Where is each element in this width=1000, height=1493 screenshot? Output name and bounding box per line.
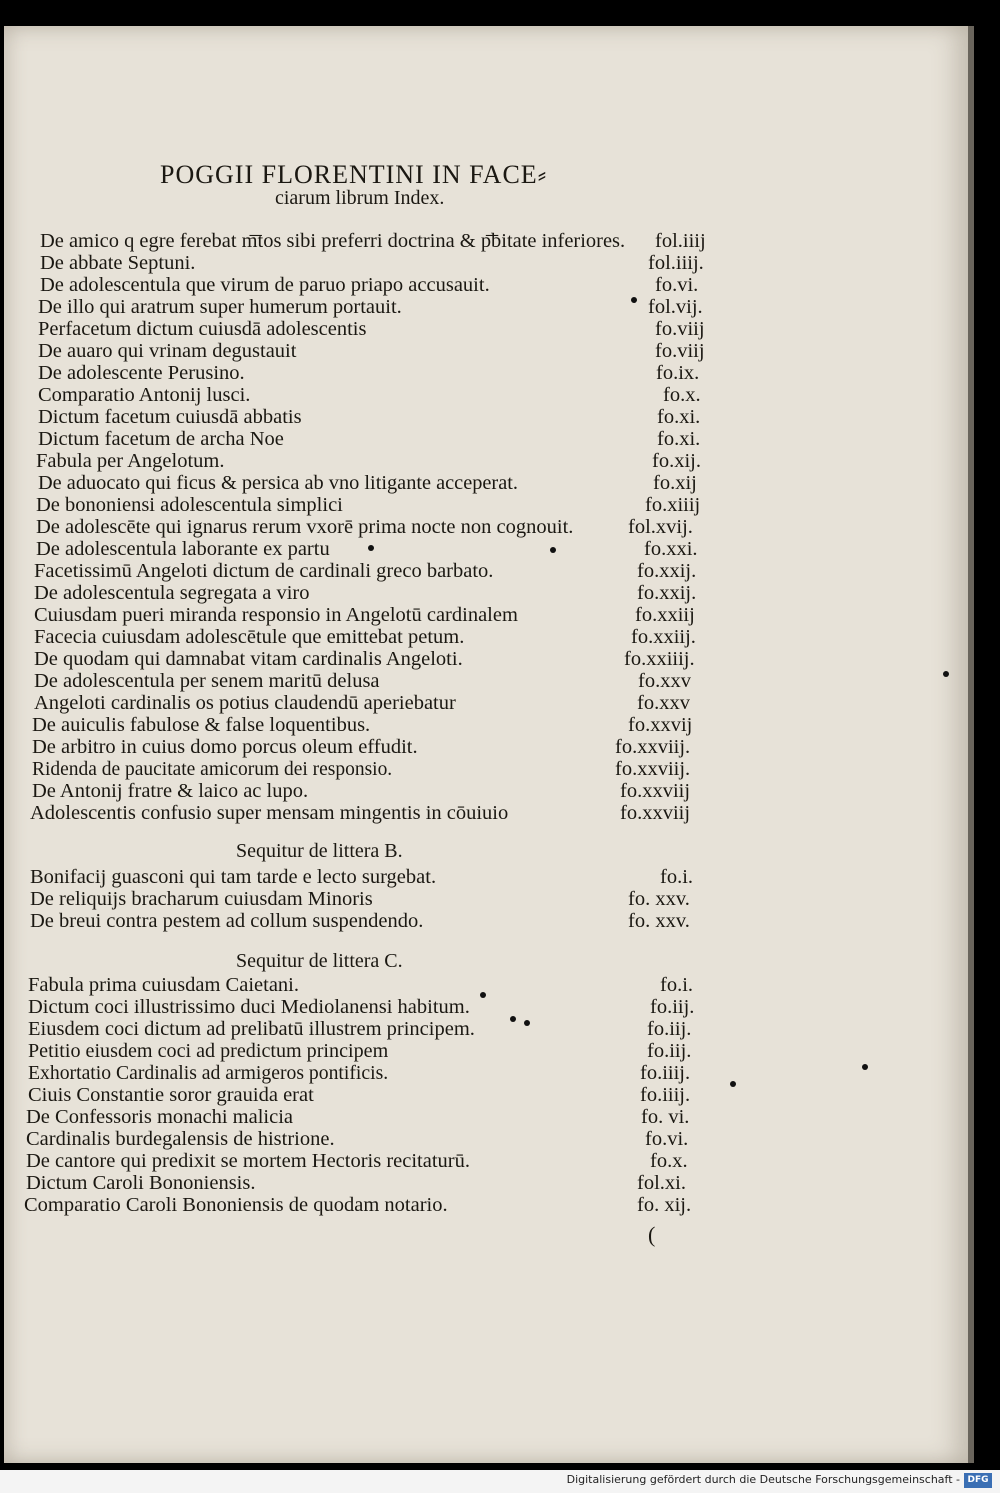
entry-folio: fo.x. xyxy=(650,1150,688,1172)
entry-folio: fo. xxv. xyxy=(628,910,690,932)
entry-title: Cuiusdam pueri miranda responsio in Angelotū cardinalem xyxy=(34,604,518,626)
entry-title: Facetissimū Angeloti dictum de cardinali greco barbato. xyxy=(34,560,494,582)
entry-title: De abbate Septuni. xyxy=(40,252,196,274)
entry-folio: fo.i. xyxy=(660,866,694,888)
entry-folio: fo.xxviij xyxy=(620,780,691,802)
index-entry xyxy=(0,1194,1000,1216)
index-entry xyxy=(0,604,1000,626)
entry-title: De illo qui aratrum super humerum portauit. xyxy=(38,296,402,318)
entry-title: Dictum facetum de archa Noe xyxy=(38,428,284,450)
entry-title: Dictum coci illustrissimo duci Mediolanensi habitum. xyxy=(28,996,470,1018)
entry-title: Fabula prima cuiusdam Caietani. xyxy=(28,974,299,996)
index-entry xyxy=(0,736,1000,758)
entry-title: Ciuis Constantie soror grauida erat xyxy=(28,1084,314,1106)
entry-title: De adolescentula laborante ex partu xyxy=(36,538,330,560)
ink-spot xyxy=(943,671,949,677)
entry-title: De arbitro in cuius domo porcus oleum effudit. xyxy=(32,736,418,758)
entry-folio: fo.iij. xyxy=(647,1018,692,1040)
ink-spot xyxy=(524,1020,530,1026)
entry-folio: fo.xxi. xyxy=(644,538,698,560)
ink-spot xyxy=(550,547,556,553)
entry-title: De Antonij fratre & laico ac lupo. xyxy=(32,780,309,802)
entry-folio: fo.xxvij xyxy=(628,714,693,736)
index-entry xyxy=(0,1084,1000,1106)
entry-title: De auaro qui vrinam degustauit xyxy=(38,340,297,362)
index-entry xyxy=(0,626,1000,648)
index-entry xyxy=(0,648,1000,670)
index-subheading: ciarum librum Index. xyxy=(275,187,445,209)
index-entry xyxy=(0,296,1000,318)
entry-title: Ridenda de paucitate amicorum dei responsio. xyxy=(32,758,393,780)
ink-spot xyxy=(631,297,637,303)
index-entry xyxy=(0,780,1000,802)
entry-title: Comparatio Caroli Bononiensis de quodam notario. xyxy=(24,1194,448,1216)
entry-folio: fol.xvij. xyxy=(628,516,693,538)
entry-folio: fo.xxv xyxy=(638,670,691,692)
entry-folio: fo.xij xyxy=(653,472,697,494)
section-heading: Sequitur de littera B. xyxy=(236,840,403,862)
index-entry xyxy=(0,450,1000,472)
entry-folio: fo.xxviij xyxy=(620,802,691,824)
entry-folio: fol.iiij. xyxy=(648,252,704,274)
entry-title: Adolescentis confusio super mensam mingentis in cōuiuio xyxy=(30,802,509,824)
index-entry xyxy=(0,472,1000,494)
ink-spot xyxy=(730,1081,736,1087)
index-entry xyxy=(0,560,1000,582)
index-entry xyxy=(0,714,1000,736)
funding-notice: Digitalisierung gefördert durch die Deutsche Forschungsgemeinschaft - xyxy=(566,1473,960,1486)
entry-folio: fol.iiij xyxy=(655,230,706,252)
entry-folio: fo.vi. xyxy=(645,1128,689,1150)
entry-title: De adolescente Perusino. xyxy=(38,362,245,384)
index-entry xyxy=(0,670,1000,692)
entry-folio: fo. xij. xyxy=(637,1194,692,1216)
entry-title: De auiculis fabulose & false loquentibus. xyxy=(32,714,371,736)
entry-title: De reliquijs bracharum cuiusdam Minoris xyxy=(30,888,373,910)
index-entry xyxy=(0,974,1000,996)
index-entry xyxy=(0,406,1000,428)
entry-title: De breui contra pestem ad collum suspendendo. xyxy=(30,910,424,932)
index-entry xyxy=(0,1128,1000,1150)
index-entry xyxy=(0,888,1000,910)
index-entry xyxy=(0,362,1000,384)
entry-folio: fo.xxviij. xyxy=(615,758,691,780)
index-entry xyxy=(0,996,1000,1018)
ink-spot xyxy=(510,1016,516,1022)
index-entry xyxy=(0,274,1000,296)
index-entry xyxy=(0,538,1000,560)
entry-title: De adolescentula per senem maritū delusa xyxy=(34,670,380,692)
index-entry xyxy=(0,1040,1000,1062)
index-entry xyxy=(0,692,1000,714)
entry-title: Exhortatio Cardinalis ad armigeros pontificis. xyxy=(28,1062,389,1084)
entry-title: De Confessoris monachi malicia xyxy=(26,1106,294,1128)
index-entry xyxy=(0,802,1000,824)
entry-folio: fol.xi. xyxy=(637,1172,686,1194)
index-entry xyxy=(0,582,1000,604)
section-heading: Sequitur de littera C. xyxy=(236,950,403,972)
entry-title: Cardinalis burdegalensis de histrione. xyxy=(26,1128,335,1150)
entry-title: Eiusdem coci dictum ad prelibatū illustrem principem. xyxy=(28,1018,475,1040)
entry-title: Bonifacij guasconi qui tam tarde e lecto surgebat. xyxy=(30,866,437,888)
entry-title: Dictum Caroli Bononiensis. xyxy=(26,1172,256,1194)
catchword: ( xyxy=(648,1222,656,1247)
ink-spot xyxy=(368,545,374,551)
entry-title: De cantore qui predixit se mortem Hectoris recitaturū. xyxy=(26,1150,471,1172)
index-entry xyxy=(0,428,1000,450)
entry-folio: fo.xxij. xyxy=(637,582,697,604)
entry-folio: fo.xxiiij. xyxy=(624,648,695,670)
entry-folio: fo.xiiij xyxy=(645,494,701,516)
entry-folio: fo.xxviij. xyxy=(615,736,691,758)
entry-folio: fo.xxv xyxy=(637,692,690,714)
index-heading: POGGII FLORENTINI IN FACE⸗ xyxy=(160,160,548,189)
dfg-logo: DFG xyxy=(964,1473,992,1488)
entry-folio: fo.viij xyxy=(655,340,705,362)
entry-title: Facecia cuiusdam adolescētule que emittebat petum. xyxy=(34,626,465,648)
index-entry xyxy=(0,1062,1000,1084)
entry-title: De adolescentula segregata a viro xyxy=(34,582,310,604)
entry-title: Angeloti cardinalis os potius claudendū aperiebatur xyxy=(34,692,456,714)
entry-title: De bononiensi adolescentula simplici xyxy=(36,494,343,516)
index-entry xyxy=(0,1106,1000,1128)
entry-title: Petitio eiusdem coci ad predictum principem xyxy=(28,1040,389,1062)
entry-folio: fo. vi. xyxy=(641,1106,690,1128)
entry-folio: fo.vi. xyxy=(655,274,699,296)
entry-folio: fo.iij. xyxy=(647,1040,692,1062)
entry-title: De adolescēte qui ignarus rerum vxorē prima nocte non cognouit. xyxy=(36,516,574,538)
index-entry xyxy=(0,1018,1000,1040)
ink-spot xyxy=(480,992,486,998)
entry-title: De adolescentula que virum de paruo priapo accusauit. xyxy=(40,274,490,296)
index-entry xyxy=(0,910,1000,932)
index-entry xyxy=(0,384,1000,406)
footer-bar xyxy=(0,1470,1000,1493)
index-entry xyxy=(0,758,1000,780)
entry-folio: fo.xxiij. xyxy=(631,626,696,648)
entry-folio: fo.x. xyxy=(663,384,701,406)
entry-folio: fo.xi. xyxy=(657,406,701,428)
entry-folio: fo.xij. xyxy=(652,450,701,472)
entry-folio: fo.iij. xyxy=(650,996,695,1018)
entry-folio: fo.ix. xyxy=(656,362,700,384)
entry-folio: fo.xxiij xyxy=(635,604,695,626)
entry-folio: fo.iiij. xyxy=(640,1062,691,1084)
ink-spot xyxy=(862,1064,868,1070)
entry-title: Fabula per Angelotum. xyxy=(36,450,225,472)
entry-title: Comparatio Antonij lusci. xyxy=(38,384,251,406)
index-entry xyxy=(0,1150,1000,1172)
entry-folio: fo.i. xyxy=(660,974,694,996)
entry-folio: fo. xxv. xyxy=(628,888,690,910)
index-entry xyxy=(0,230,1000,252)
entry-folio: fol.vij. xyxy=(648,296,703,318)
index-entry xyxy=(0,866,1000,888)
entry-folio: fo.xxij. xyxy=(637,560,697,582)
index-entry xyxy=(0,318,1000,340)
entry-title: De aduocato qui ficus & persica ab vno litigante acceperat. xyxy=(38,472,518,494)
entry-title: Dictum facetum cuiusdā abbatis xyxy=(38,406,302,428)
entry-folio: fo.viij xyxy=(655,318,705,340)
index-entry xyxy=(0,1172,1000,1194)
entry-title: De amico q egre ferebat m͞tos sibi preferri doctrina & p͞bitate inferiores. xyxy=(40,230,626,252)
index-entry xyxy=(0,494,1000,516)
entry-title: Perfacetum dictum cuiusdā adolescentis xyxy=(38,318,367,340)
entry-title: De quodam qui damnabat vitam cardinalis Angeloti. xyxy=(34,648,463,670)
index-entry xyxy=(0,340,1000,362)
entry-folio: fo.iiij. xyxy=(640,1084,691,1106)
entry-folio: fo.xi. xyxy=(657,428,701,450)
index-entry xyxy=(0,252,1000,274)
index-entry xyxy=(0,516,1000,538)
